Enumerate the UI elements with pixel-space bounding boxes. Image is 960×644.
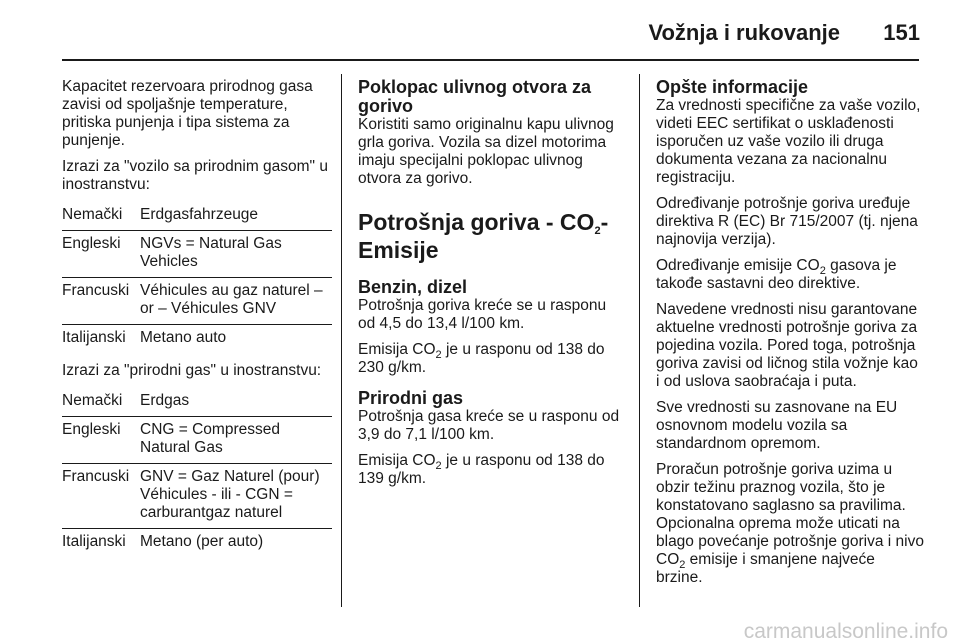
language-cell: Francuski bbox=[62, 282, 130, 299]
term-cell: GNV = Gaz Naturel (pour) Véhicules - ili - CGN = carburantgaz naturel bbox=[140, 468, 320, 521]
term-cell: Metano (per auto) bbox=[140, 533, 264, 550]
column-1 bbox=[62, 78, 330, 566]
gas-terms-table bbox=[62, 388, 332, 557]
column-divider-1 bbox=[341, 74, 342, 607]
not-guaranteed-text: Navedene vrednosti nisu garantovane aktuelne vrednosti potrošnje goriva za pojedina vozila. Pored toga, potrošnja goriva zavisi od ličnog stila vožnje kao i od uslova saobraćaja i puta. bbox=[656, 301, 918, 390]
page-number: 151 bbox=[883, 20, 920, 45]
gas-terms-caption: Izrazi za "prirodni gas" u inostranstvu: bbox=[62, 362, 322, 379]
calculation-text: Proračun potrošnje goriva uzima u obzir težinu praznog vozila, što je konstatovano saglasno sa pravilima. Opcionalna oprema može uticati na blago povećanje potrošnje goriva i nivo $CO_2$ emisije i smanjene najveće brzine. bbox=[656, 461, 924, 586]
language-cell: Nemački bbox=[62, 392, 123, 409]
certificate-text: Za vrednosti specifične za vaše vozilo, videti EEC sertifikat o usklađenosti isporučen uz vaše vozilo ili druga dokumenta vezana za nacionalnu registraciju. bbox=[656, 97, 921, 186]
watermark: carmanualsonline.info bbox=[743, 620, 948, 643]
term-cell: Erdgasfahrzeuge bbox=[140, 206, 259, 223]
language-cell: Nemački bbox=[62, 206, 123, 223]
section-title: Vožnja i rukovanje bbox=[648, 20, 840, 45]
term-cell: NGVs = Natural Gas Vehicles bbox=[140, 235, 282, 270]
co2-directive-text: Određivanje emisije $CO_2$ gasova je takođe sastavni deo direktive. bbox=[656, 257, 897, 292]
column-divider-2 bbox=[639, 74, 640, 607]
language-cell: Italijanski bbox=[62, 533, 126, 550]
table-row bbox=[62, 529, 332, 558]
fuel-cap-text: Koristiti samo originalnu kapu ulivnog grla goriva. Vozila sa dizel motorima imaju specijalni poklopac ulivnog otvora za gorivo. bbox=[358, 116, 614, 187]
table-row bbox=[62, 231, 332, 278]
base-model-text: Sve vrednosti su zasnovane na EU osnovnom modelu vozila sa standardnom opremom. bbox=[656, 399, 898, 452]
consumption-heading: Potrošnja goriva - $CO_2$-Emisije bbox=[358, 209, 609, 263]
vehicle-terms-table bbox=[62, 202, 332, 353]
column-3 bbox=[656, 78, 924, 595]
table-row bbox=[62, 278, 332, 325]
gas-emission-text: Emisija $CO_2$ je u rasponu od 138 do 139 g/km. bbox=[358, 452, 605, 487]
petrol-emission-text: Emisija $CO_2$ je u rasponu od 138 do 230 g/km. bbox=[358, 341, 605, 376]
term-cell: CNG = Compressed Natural Gas bbox=[140, 421, 280, 456]
natural-gas-heading: Prirodni gas bbox=[358, 388, 464, 408]
term-cell: Erdgas bbox=[140, 392, 190, 409]
term-cell: Véhicules au gaz naturel – or – Véhicules GNV bbox=[140, 282, 323, 317]
gas-consumption-text: Potrošnja gasa kreće se u rasponu od 3,9 do 7,1 l/100 km. bbox=[358, 408, 620, 443]
general-info-heading: Opšte informacije bbox=[656, 77, 809, 97]
language-cell: Francuski bbox=[62, 468, 130, 485]
table-row bbox=[62, 417, 332, 464]
table-row bbox=[62, 388, 332, 417]
vehicle-terms-caption: Izrazi za "vozilo sa prirodnim gasom" u inostranstvu: bbox=[62, 158, 328, 193]
column-2 bbox=[358, 78, 626, 496]
term-cell: Metano auto bbox=[140, 329, 227, 346]
table-row bbox=[62, 464, 332, 529]
language-cell: Engleski bbox=[62, 421, 121, 438]
language-cell: Italijanski bbox=[62, 329, 126, 346]
fuel-cap-heading: Poklopac ulivnog otvora za gorivo bbox=[358, 77, 592, 116]
petrol-diesel-heading: Benzin, dizel bbox=[358, 277, 468, 297]
gas-capacity-text: Kapacitet rezervoara prirodnog gasa zavisi od spoljašnje temperature, pritiska punjenja i tipa sistema za punjenje. bbox=[62, 78, 313, 149]
language-cell: Engleski bbox=[62, 235, 121, 252]
table-row bbox=[62, 202, 332, 231]
directive-text: Određivanje potrošnje goriva uređuje direktiva R (EC) Br 715/2007 (tj. njena najnovija verzija). bbox=[656, 195, 918, 248]
table-row bbox=[62, 325, 332, 354]
petrol-consumption-text: Potrošnja goriva kreće se u rasponu od 4,5 do 13,4 l/100 km. bbox=[358, 297, 607, 332]
header-rule bbox=[62, 59, 919, 61]
